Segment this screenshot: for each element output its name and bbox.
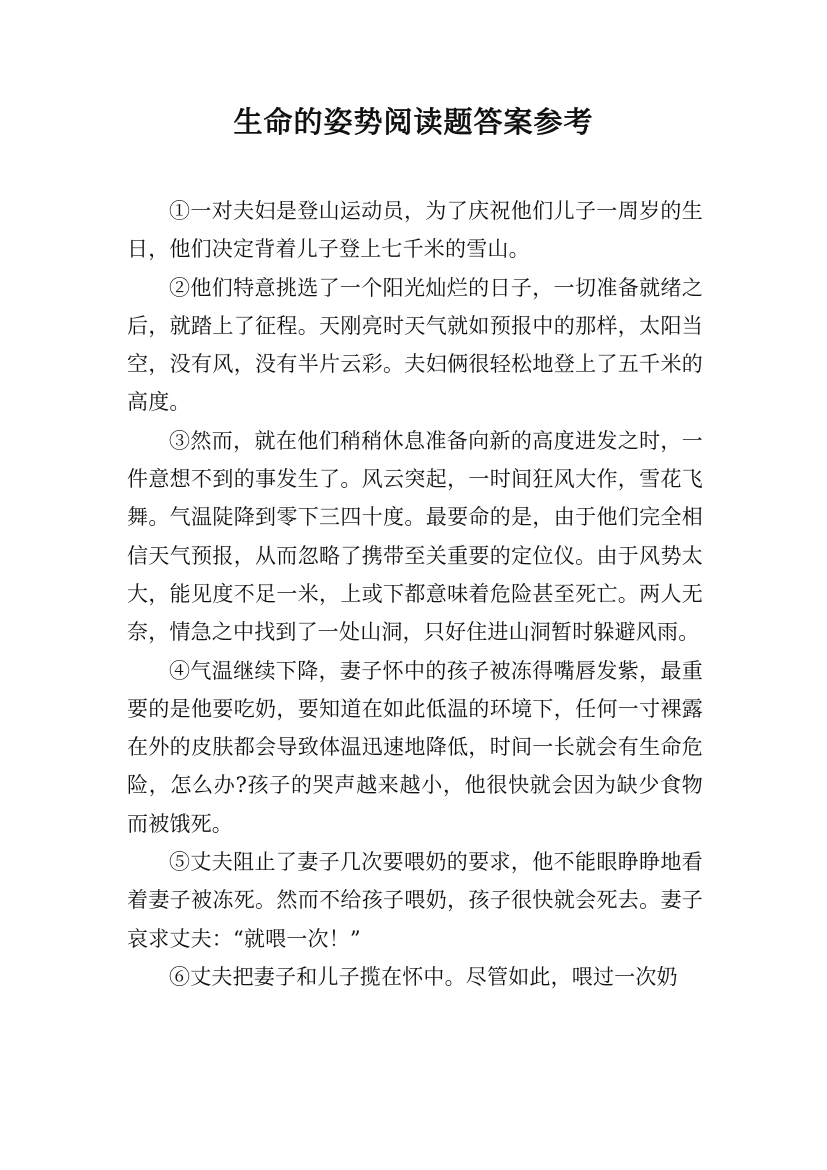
paragraph-3: ③然而，就在他们稍稍休息准备向新的高度进发之时，一件意想不到的事发生了。风云突起，一时间狂风大作，雪花飞舞。气温陡降到零下三四十度。最要命的是，由于他们完全相信天气预报，从而忽略了携带至关重要的定位仪。由于风势太大，能见度不足一米，上或下都意味着危险甚至死亡。两人无奈，情急之中找到了一处山洞，只好住进山洞暂时躲避风雨。 — [127, 428, 703, 645]
paragraph-5: ⑤丈夫阻止了妻子几次要喂奶的要求，他不能眼睁睁地看着妻子被冻死。然而不给孩子喂奶，孩子很快就会死去。妻子哀求丈夫：“就喂一次！” — [127, 850, 703, 951]
paragraph-1: ①一对夫妇是登山运动员，为了庆祝他们儿子一周岁的生日，他们决定背着儿子登上七千米的雪山。 — [127, 199, 703, 262]
paragraph-4: ④气温继续下降，妻子怀中的孩子被冻得嘴唇发紫，最重要的是他要吃奶，要知道在如此低温的环境下，任何一寸裸露在外的皮肤都会导致体温迅速地降低，时间一长就会有生命危险，怎么办?孩子的哭声越来越小，他很快就会因为缺少食物而被饿死。 — [127, 658, 703, 836]
paragraph-6: ⑥丈夫把妻子和儿子揽在怀中。尽管如此，喂过一次奶 — [169, 964, 678, 989]
article-body — [127, 192, 703, 996]
paragraph-2: ②他们特意挑选了一个阳光灿烂的日子，一切准备就绪之后，就踏上了征程。天刚亮时天气就如预报中的那样，太阳当空，没有风，没有半片云彩。夫妇俩很轻松地登上了五千米的高度。 — [127, 275, 703, 415]
document-title: 生命的姿势阅读题答案参考 — [233, 105, 594, 139]
